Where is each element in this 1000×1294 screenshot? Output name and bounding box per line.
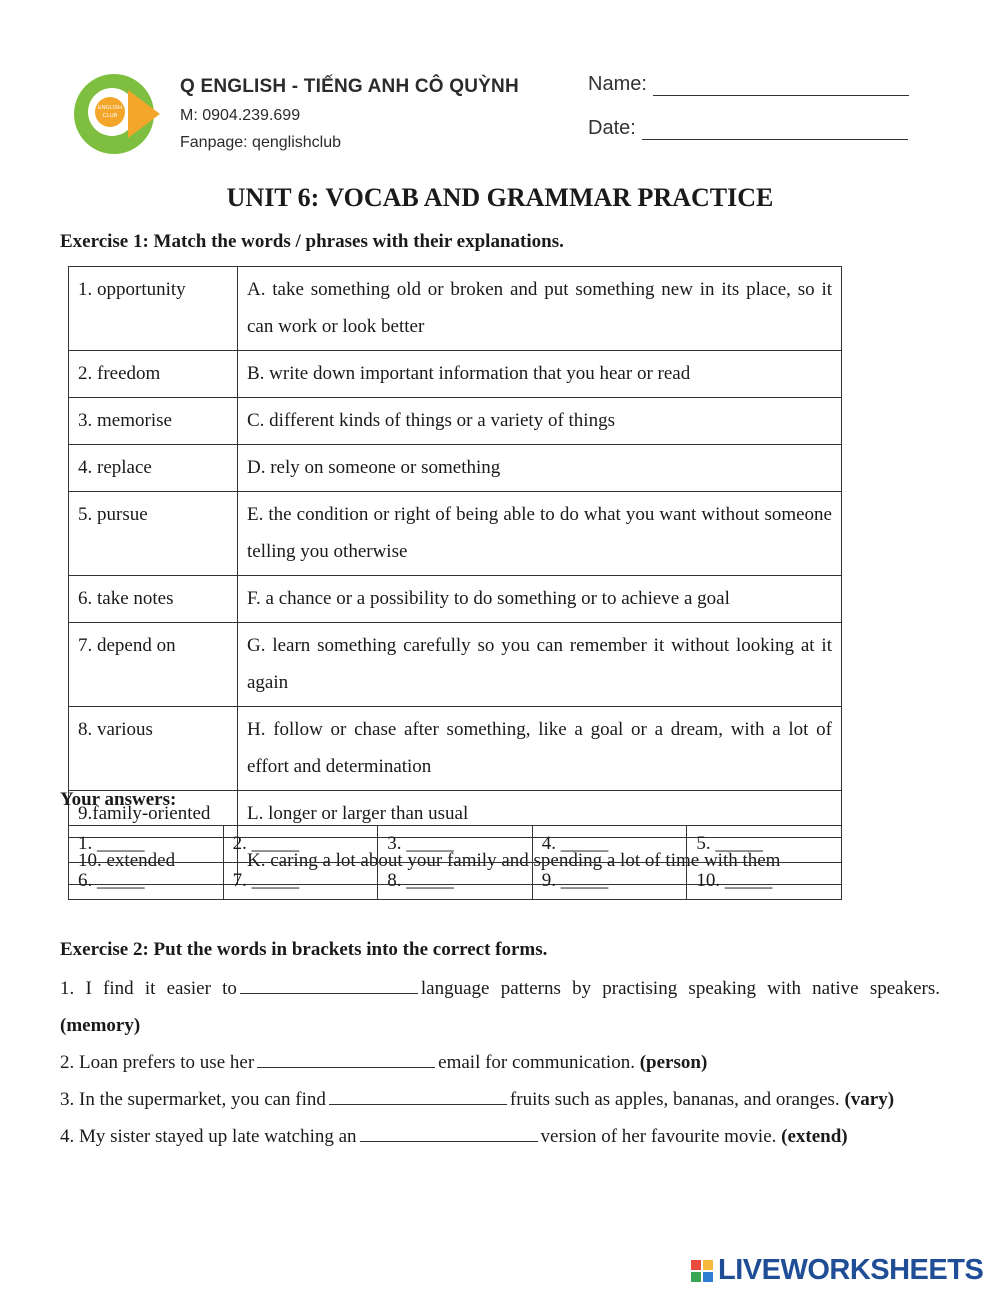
match-row	[69, 351, 842, 398]
name-label: Name:	[588, 73, 647, 95]
liveworksheets-footer	[690, 1254, 983, 1287]
match-definition: E. the condition or right of being able to do what you want without someone telling you otherwise	[238, 492, 842, 576]
match-definition: H. follow or chase after something, like a goal or a dream, with a lot of effort and determination	[238, 707, 842, 791]
match-definition: L. longer or larger than usual	[238, 791, 842, 838]
word-hint: (extend)	[781, 1126, 848, 1147]
match-word: 6. take notes	[69, 576, 238, 623]
match-word: 5. pursue	[69, 492, 238, 576]
brand-fanpage: Fanpage: qenglishclub	[180, 134, 342, 151]
exercise2-sentence	[60, 970, 940, 1044]
answer-cell[interactable]: 2. _____	[223, 826, 378, 863]
date-field-row	[588, 114, 909, 140]
sentence-end: fruits such as apples, bananas, and oranges.	[509, 1089, 840, 1110]
answer-cell[interactable]: 4. _____	[532, 826, 687, 863]
liveworksheets-brand: LIVEWORKSHEETS	[718, 1254, 984, 1286]
name-field-row	[588, 70, 909, 96]
answers-label: Your answers:	[60, 789, 177, 810]
match-word: 3. memorise	[69, 398, 238, 445]
worksheet-header	[72, 68, 932, 168]
match-definition: G. learn something carefully so you can remember it without looking at it again	[238, 623, 842, 707]
answer-cell[interactable]: 6. _____	[69, 863, 224, 900]
exercise2-sentences	[60, 970, 940, 1155]
sentence-start: 4. My sister stayed up late watching an	[60, 1126, 357, 1147]
answer-cell[interactable]: 7. _____	[223, 863, 378, 900]
liveworksheets-logo-icon	[690, 1259, 714, 1283]
match-row	[69, 707, 842, 791]
match-row	[69, 492, 842, 576]
answer-cell[interactable]: 1. _____	[69, 826, 224, 863]
sentence-start: 2. Loan prefers to use her	[60, 1052, 255, 1073]
sentence-end: language patterns by practising speaking with native speakers.	[420, 978, 940, 999]
match-word: 10. extended	[69, 838, 238, 885]
brand-name: Q ENGLISH - TIẾNG ANH CÔ QUỲNH	[180, 76, 519, 97]
sentence-end: version of her favourite movie.	[540, 1126, 777, 1147]
match-word: 8. various	[69, 707, 238, 791]
sentence-start: 1. I find it easier to	[60, 978, 237, 999]
exercise2-sentence	[60, 1081, 940, 1118]
answer-blank[interactable]	[360, 1125, 538, 1142]
match-word: 4. replace	[69, 445, 238, 492]
word-hint: (vary)	[844, 1089, 895, 1110]
match-definition: D. rely on someone or something	[238, 445, 842, 492]
brand-phone: M: 0904.239.699	[180, 107, 301, 124]
date-label: Date:	[588, 117, 636, 139]
match-row	[69, 398, 842, 445]
match-definition: F. a chance or a possibility to do something or to achieve a goal	[238, 576, 842, 623]
student-info	[588, 70, 909, 158]
sentence-end: email for communication.	[438, 1052, 635, 1073]
word-hint: (memory)	[60, 1015, 141, 1036]
date-field[interactable]	[642, 117, 908, 140]
answers-table	[68, 825, 842, 900]
name-field[interactable]	[653, 73, 909, 96]
answer-cell[interactable]: 5. _____	[687, 826, 842, 863]
logo-text-line1: ENGLISH	[97, 105, 123, 111]
matching-table	[68, 266, 842, 885]
match-definition: B. write down important information that you hear or read	[238, 351, 842, 398]
match-word: 2. freedom	[69, 351, 238, 398]
answers-row	[69, 863, 842, 900]
page-title: UNIT 6: VOCAB AND GRAMMAR PRACTICE	[226, 183, 774, 212]
sentence-start: 3. In the supermarket, you can find	[60, 1089, 326, 1110]
answers-row	[69, 826, 842, 863]
match-word: 1. opportunity	[69, 267, 238, 351]
exercise2-heading: Exercise 2: Put the words in brackets into the correct forms.	[60, 939, 548, 960]
match-row	[69, 267, 842, 351]
match-word: 9.family-oriented	[69, 791, 238, 838]
answer-cell[interactable]: 10. _____	[687, 863, 842, 900]
match-row	[69, 576, 842, 623]
english-club-logo-icon	[72, 68, 164, 160]
word-hint: (person)	[639, 1052, 708, 1073]
exercise2-sentence	[60, 1118, 940, 1155]
answer-blank[interactable]	[257, 1051, 435, 1068]
answer-cell[interactable]: 3. _____	[378, 826, 533, 863]
match-definition: C. different kinds of things or a variety of things	[238, 398, 842, 445]
match-row	[69, 445, 842, 492]
brand-block	[180, 76, 519, 152]
match-definition: A. take something old or broken and put something new in its place, so it can work or look better	[238, 267, 842, 351]
answer-cell[interactable]: 8. _____	[378, 863, 533, 900]
logo-text-line2: CLUB	[102, 113, 118, 119]
match-word: 7. depend on	[69, 623, 238, 707]
match-definition: K. caring a lot about your family and spending a lot of time with them	[238, 838, 842, 885]
answer-blank[interactable]	[329, 1088, 507, 1105]
answer-cell[interactable]: 9. _____	[532, 863, 687, 900]
exercise1-heading: Exercise 1: Match the words / phrases with their explanations.	[60, 231, 564, 252]
match-row	[69, 623, 842, 707]
exercise2-sentence	[60, 1044, 940, 1081]
answer-blank[interactable]	[240, 977, 418, 994]
